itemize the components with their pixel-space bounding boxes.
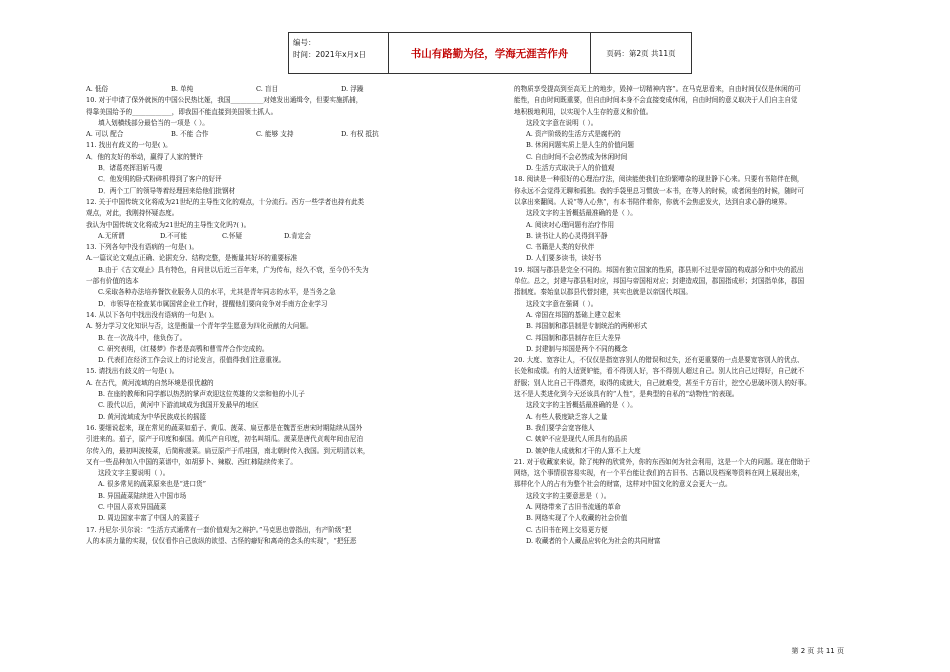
text-line: 舒服；别人比自己干得漂亮，取得的成就大，自己就难受，甚至千方百计，挖空心思破坏别人的好事。 <box>514 378 811 387</box>
text-line: 16. 要细说起来，现在常见的蔬菜如茄子、黄瓜、菠菜、扁豆都是在魏晋至唐宋时期陆续从国外 <box>86 423 363 432</box>
text-line: B. 我们要学会宽容他人 <box>526 423 595 432</box>
header-motto: 书山有路勤为径，学海无涯苦作舟 <box>389 33 591 73</box>
text-line: C. 研究表明，《红楼梦》作者是高鹗和曹雪芹合作完成的。 <box>98 344 269 353</box>
text-line: A. 阅读对心理问题有治疗作用 <box>526 220 615 229</box>
text-line: 长处和成绩。有的人适贤妒能，看不得别人好，容不得别人超过自己。别人比自己过得好，自己就不 <box>514 367 805 376</box>
text-line: 尔传入的，最初叫波棱菜，后简称菠菜。扁豆原产于爪哇国，南北朝时传入我国。到元明清以来， <box>86 446 370 455</box>
text-line: 地积极地利用，以实现个人生存的意义和价值。 <box>514 107 653 116</box>
answer-option: B. 不能 合作 <box>171 130 209 139</box>
text-line: 引进来的。茄子，原产于印度和泰国。黄瓜产自印度，初名叫胡瓜。菠菜是唐代贞观年间由尼泊 <box>86 435 363 444</box>
text-line: D. 收藏者的个人藏品应转化为社会的共同财富 <box>526 536 661 545</box>
text-line: A. 有些人极度缺乏容人之量 <box>526 412 608 421</box>
text-line: B．诸葛亮挥泪斩马谡 <box>98 164 163 173</box>
text-line: 这段文字的主旨概括最准确的是（ ）。 <box>526 209 637 218</box>
text-line: A. 资产阶级的生活方式是腐朽的 <box>526 130 621 139</box>
text-line: D. 代表们在经济工作会议上的讨论发言，很值得我们注意重视。 <box>98 356 286 365</box>
text-line: 21. 对于收藏家来说，除了纯粹的欣赏外，你的东西如何为社会利用，这是一个大的问题。现在借助于 <box>514 457 811 466</box>
text-line: 19. 邦国与郡县是完全不同的。邦国有独立国家的性质，郡县则不过是帝国的构成部分和中央的派出 <box>514 265 804 274</box>
text-line: A．他的友好的举动，赢得了人家的赞许 <box>86 152 203 161</box>
text-line: D. 嫉妒他人成就和才干的人算不上大度 <box>526 446 641 455</box>
code-label: 编号： <box>293 38 316 47</box>
text-line: B.由于《古文观止》具有特色，自问世以后近三百年来，广为传布，经久不衰，至今仍不失为 <box>98 265 369 274</box>
text-line: C. 邦国制和郡县制存在巨大差异 <box>526 333 621 342</box>
page-header <box>288 32 692 74</box>
left-column <box>86 84 466 547</box>
text-line: 人的本质力量的实现，仅仅看作自己放纵的欲望、古怪的癖好和离奇的念头的实现”，“把狂恶 <box>86 536 357 545</box>
text-line: 18. 阅读是一种很好的心理治疗法，阅读能使我们在纷繁嘈杂的现世静下心来。只要有书陪伴在侧， <box>514 175 804 184</box>
text-line: 10. 对于申请了保外就医的中国公民热比娅，我国__________对她发出通缉令，但要实施抓捕， <box>86 96 363 105</box>
text-line: A.一篇议论文观点正确、论据充分、结构完整，是衡量其好坏的重要标准 <box>86 254 298 263</box>
answer-options-row <box>86 231 466 242</box>
text-line: 12. 关于中国传统文化将成为21世纪的主导性文化的观点，十分流行。西方一些学者也持有此类 <box>86 197 365 206</box>
text-line: A. 帝国在邦国的基础上建立起来 <box>526 310 621 319</box>
text-line: C. 古旧书在网上交易更方便 <box>526 525 608 534</box>
text-line: D．两个工厂的领导等着经理回来给他们批钢材 <box>98 186 236 195</box>
text-line: B. 在一次战斗中，他负伤了。 <box>98 333 187 342</box>
answer-option: B. 单纯 <box>171 85 194 93</box>
text-line: 那样化个人的占有为整个社会的财富，这样对中国文化的意义会更大一点。 <box>514 480 732 489</box>
text-line: 一部有价值的选本 <box>86 277 139 286</box>
answer-option: D. 有权 抵抗 <box>341 130 379 139</box>
text-line: B. 邦国制和郡县制是专制统治的两种形式 <box>526 322 648 331</box>
text-line: A. 网络带来了古旧书流通的革命 <box>526 502 621 511</box>
text-line: 得靠美国给予的____________，即我国不能直接到美国领土抓人。 <box>86 107 278 116</box>
text-line: C.采取各种办法培养餐饮业服务人员的水平，尤其是青年同志的水平，是当务之急 <box>98 288 336 297</box>
text-line: B. 网络实现了个人收藏的社会价值 <box>526 514 628 523</box>
text-line: A. 在古代，黄河流域的自然环境是很优越的 <box>86 378 214 387</box>
text-line: D. 周边国家丰富了中国人的菜篮子 <box>98 514 200 523</box>
answer-option: C. 盲目 <box>256 85 279 93</box>
text-line: 这不是人类进化到今天还该具有的“人性”，是典型的自私的“动物性”的表现。 <box>514 390 739 399</box>
text-line: 20. 大度、宽容让人，不仅仅是指宽容别人的错误和过失，还有更重要的一点是要宽容别人的优点、 <box>514 356 804 365</box>
text-line: 观点，对此，我刚持怀疑态度。 <box>86 209 179 218</box>
text-line: D. 封建制与邦国是两个不同的概念 <box>526 344 628 353</box>
answer-options-row <box>86 129 466 140</box>
text-line: 17. 丹尼尔·贝尔说：“生活方式通常有一套价值观为之辩护。”马克思也曾指出，有产阶级“把 <box>86 525 352 534</box>
header-meta <box>289 33 389 73</box>
text-line: 14. 从以下各句中找出没有语病的一句是( )。 <box>86 310 218 319</box>
text-line: D. 生活方式取决于人的价值观 <box>526 164 615 173</box>
text-line: 网络，这个事情很容易实现，有一个平台能让我们的古旧书、古籍以及档案等资料在网上展现出来， <box>514 469 805 478</box>
answer-options-row <box>86 84 466 95</box>
text-line: 这段文字的主旨概括最准确的是（ ）。 <box>526 401 637 410</box>
text-line: C. 书籍是人类的好伙伴 <box>526 243 595 252</box>
header-page-info: 页码：第2页 共11页 <box>606 48 676 58</box>
text-line: 11. 找出有歧义的一句是( )。 <box>86 141 172 150</box>
text-line: 以拿出来翻阅。人说“等人心焦”，有本书陪伴着你，你就不会焦虑发火，达到自求心静的境界。 <box>514 197 792 206</box>
text-line: 这段文字意在说明（ ）。 <box>526 118 598 127</box>
text-line: B. 异国蔬菜陆续进入中国市场 <box>98 491 187 500</box>
answer-option: C. 能够 支持 <box>256 130 294 139</box>
text-line: A. 努力学习文化知识与否，这是衡量一个青年学生愿意为四化贡献的大问题。 <box>86 322 313 331</box>
page-footer: 第 2 页 共 11 页 <box>791 647 844 655</box>
text-line: 15. 请找出有歧义的一句是( )。 <box>86 367 179 376</box>
text-line: 能性，自由时间既重要，但自由时间本身不会直接变成休闲，自由时间的意义取决于人们自主自觉 <box>514 96 798 105</box>
text-line: D. 人们要多读书，读好书 <box>526 254 602 263</box>
text-line: 的物质享受提高到至高无上的地步，毁掉一切精神内容”。在马克思看来，自由时间仅仅是休闲的可 <box>514 85 801 93</box>
time-label: 时间：2021年x月x日 <box>293 50 366 59</box>
text-line: B. 休闲问题实质上是人生的价值问题 <box>526 141 634 150</box>
answer-option: D.不可能 <box>160 231 187 240</box>
text-line: C. 中国人喜欢异国蔬菜 <box>98 502 167 511</box>
text-line: 填入划横线部分最恰当的一项是（ ）。 <box>98 118 209 127</box>
answer-option: A.无所谓 <box>98 231 125 240</box>
text-line: B. 在座的教师和同学都以热烈的掌声欢迎这位英雄的父亲和他的小儿子 <box>98 390 305 399</box>
answer-option: D.肯定会 <box>284 231 311 240</box>
text-line: D．市领导在检查某市属国营企业工作时，提醒他们要向竞争对手南方企业学习 <box>98 299 328 308</box>
text-line: B. 读书让人的心灵得到平静 <box>526 231 608 240</box>
text-line: C. 股代以后，黄河中下游流域成为我国开发最早的地区 <box>98 401 259 410</box>
text-line: 指制度。秦始皇以郡县代替封建，其实也就是以帝国代邦国。 <box>514 288 693 297</box>
text-line: D. 黄河流域成为中华民族成长的摇篮 <box>98 412 207 421</box>
text-line: C. 嫉妒不应是现代人所具有的品质 <box>526 435 628 444</box>
text-line: 你永远不会觉得无聊和孤独。我的手袋里总习惯放一本书，在等人的时候，或者闲坐的时候，随时可 <box>514 186 805 195</box>
text-line: C. 自由时间不会必然成为休闲时间 <box>526 152 628 161</box>
text-line: 这段文字的主要意思是（ ）。 <box>526 491 611 500</box>
answer-option: D. 浮躁 <box>341 85 364 93</box>
text-line: 13. 下列各句中没有语病的一句是( )。 <box>86 243 199 252</box>
text-line: 我认为中国传统文化将成为21世纪的主导性文化吗?( )。 <box>86 220 251 229</box>
answer-option: C.怀疑 <box>222 231 243 240</box>
text-line: 单位。总之，封建与郡县相对应，邦国与帝国相对应；封建造成国，郡国指成形；封国指单体，郡国 <box>514 277 805 286</box>
answer-option: A. 低俗 <box>86 85 109 93</box>
text-line: C．他发明的卧式粉碎机得到了客户的好评 <box>98 175 222 184</box>
text-line: 又有一些品种加入中国的菜谱中，如胡萝卜、辣椒、西红柿陆续传来了。 <box>86 457 297 466</box>
text-line: 这段文字主要说明（ ）。 <box>98 469 170 478</box>
text-line: A. 很多常见的蔬菜原来也是“进口货” <box>98 480 207 489</box>
text-line: 这段文字意在强调（ ）。 <box>526 299 598 308</box>
answer-option: A. 可以 配合 <box>86 130 124 139</box>
right-column <box>514 84 894 547</box>
